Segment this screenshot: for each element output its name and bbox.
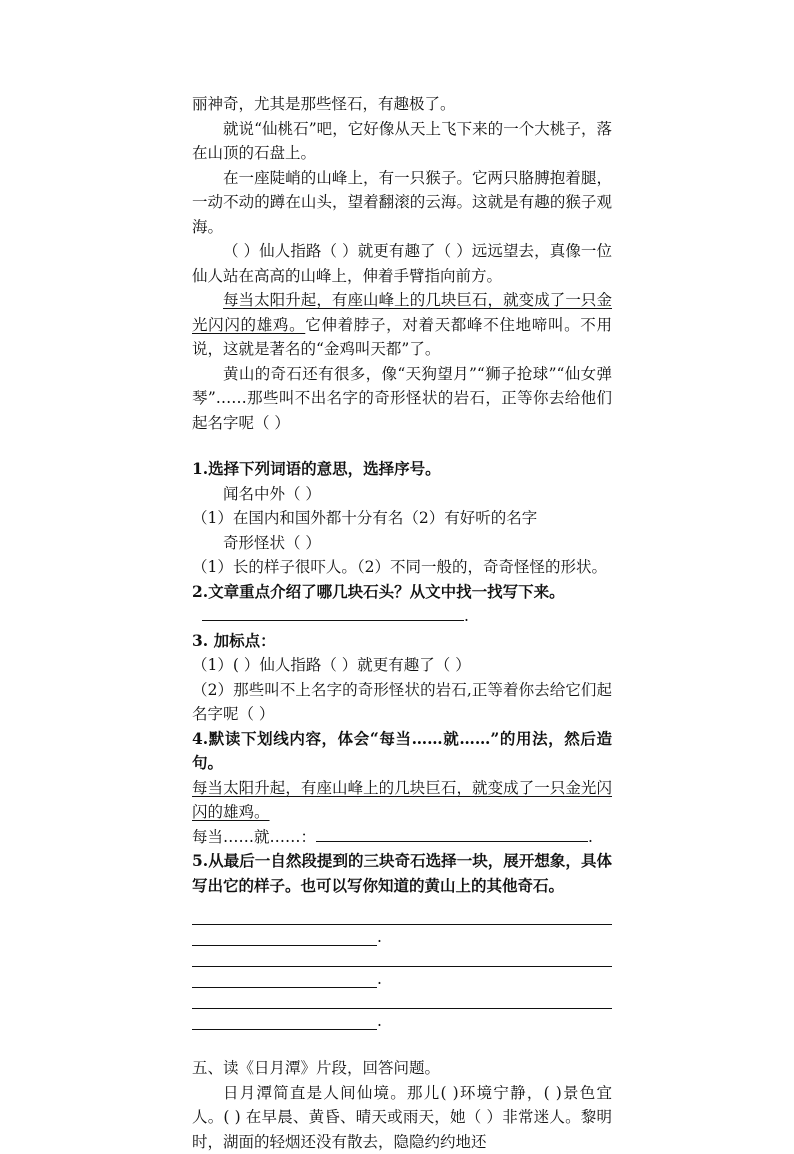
answer-line[interactable] — [192, 925, 377, 946]
answer-blank[interactable] — [202, 606, 464, 621]
period: . — [377, 970, 382, 988]
passage-paragraph-5-rest: 它伸着脖子，对着天都峰不住地啼叫。不用说，这就是著名的“金鸡叫天都”了。 — [192, 316, 612, 359]
answer-line[interactable] — [192, 946, 612, 967]
answer-line[interactable] — [192, 988, 612, 1009]
question-5-title: 5.从最后一自然段提到的三块奇石选择一块，展开想象，具体写出它的样子。也可以写你知道的黄山上的其他奇石。 — [192, 849, 612, 898]
period: . — [377, 1012, 382, 1030]
question-4-answer-row — [192, 825, 612, 850]
underlined-sentence: 每当太阳升起，有座山峰上的几块巨石，就变成了一只金光闪闪的雄鸡。 — [192, 291, 612, 334]
answer-line-short-row — [192, 967, 612, 988]
answer-blank[interactable] — [316, 827, 588, 842]
period: . — [464, 607, 469, 625]
section-5-paragraph: 日月潭简直是人间仙境。那儿( )环境宁静，( )景色宜人。( ) 在早晨、黄昏、晴天或雨天，她（ ）非常迷人。黎明时，湖面的轻烟还没有散去，隐隐约约地还 — [192, 1081, 612, 1154]
question-2-answer-row — [192, 604, 612, 629]
question-3-item-1: （1）( ）仙人指路（ ）就更有趣了（ ） — [192, 653, 612, 678]
question-1-word-2: 奇形怪状（ ） — [192, 531, 612, 556]
question-4-prompt: 每当……就……： — [192, 828, 316, 846]
question-3-item-2: （2）那些叫不上名字的奇形怪状的岩石,正等着你去给它们起名字呢（ ） — [192, 678, 612, 727]
answer-line[interactable] — [192, 904, 612, 925]
passage-paragraph-2: 就说“仙桃石”吧，它好像从天上飞下来的一个大桃子，落在山顶的石盘上。 — [192, 117, 612, 166]
answer-line[interactable] — [192, 1009, 377, 1030]
passage-paragraph-3: 在一座陡峭的山峰上，有一只猴子。它两只胳膊抱着腿，一动不动的蹲在山头，望着翻滚的云海。这就是有趣的猴子观海。 — [192, 166, 612, 240]
worksheet-page — [192, 92, 612, 1154]
section-5-title: 五、读《日月潭》片段，回答问题。 — [192, 1056, 612, 1081]
spacer — [192, 435, 612, 457]
passage-paragraph-6: 黄山的奇石还有很多，像“天狗望月”“狮子抢球”“仙女弹琴”……那些叫不出名字的奇形怪状的岩石，正等你去给他们起名字呢（ ） — [192, 362, 612, 436]
question-1-word-1: 闻名中外（ ） — [192, 482, 612, 507]
question-1-options-2: （1）长的样子很吓人。（2）不同一般的，奇奇怪怪的形状。 — [192, 555, 612, 580]
question-3-title: 3. 加标点： — [192, 629, 612, 654]
passage-paragraph-1: 丽神奇，尤其是那些怪石，有趣极了。 — [192, 92, 612, 117]
period: . — [588, 828, 593, 846]
question-4-quote: 每当太阳升起，有座山峰上的几块巨石，就变成了一只金光闪闪的雄鸡。 — [192, 776, 612, 825]
question-1-title: 1.选择下列词语的意思，选择序号。 — [192, 457, 612, 482]
passage-paragraph-5 — [192, 288, 612, 362]
answer-line-short-row — [192, 925, 612, 946]
period: . — [377, 928, 382, 946]
question-4-title: 4.默读下划线内容，体会“每当……就……”的用法，然后造句。 — [192, 727, 612, 776]
answer-line[interactable] — [192, 967, 377, 988]
question-2-title: 2.文章重点介绍了哪几块石头？从文中找一找写下来。 — [192, 580, 612, 605]
answer-line-short-row — [192, 1009, 612, 1030]
question-1-options-1: （1）在国内和国外都十分有名（2）有好听的名字 — [192, 506, 612, 531]
passage-paragraph-4: （ ）仙人指路（ ）就更有趣了（ ）远远望去，真像一位仙人站在高高的山峰上，伸着手臂指向前方。 — [192, 239, 612, 288]
